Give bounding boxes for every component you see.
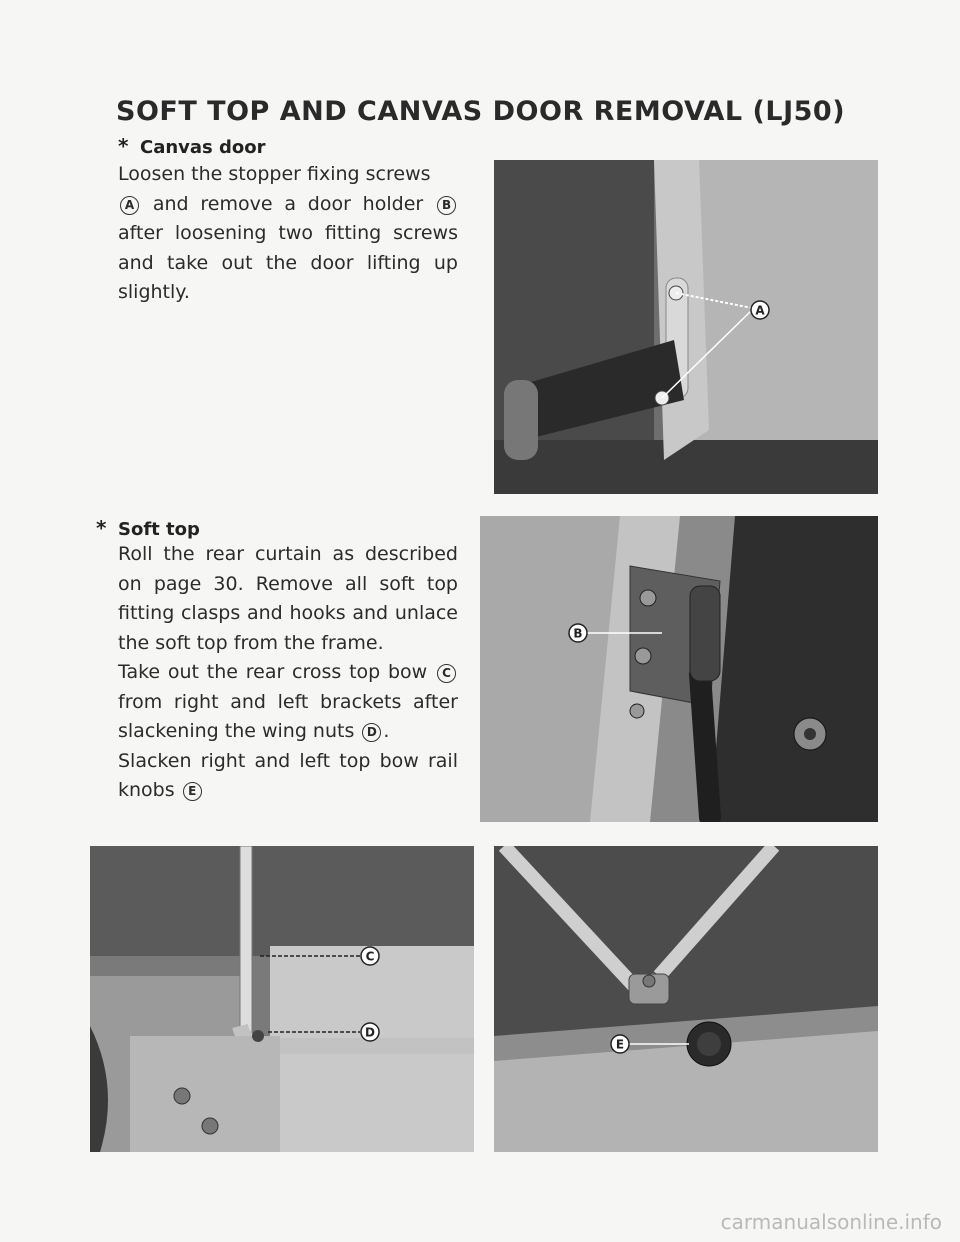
- canvas-door-heading-text: Canvas door: [140, 137, 266, 158]
- soft-top-text-2b: from right and left brackets after slackening the wing nuts: [118, 690, 458, 742]
- photo-door-holder-drawing: [480, 516, 878, 822]
- callout-d: D: [365, 1025, 375, 1040]
- canvas-door-text-3: after loosening two fitting screws and take out the door lifting up slightly.: [118, 222, 458, 303]
- soft-top-paragraph: [118, 540, 458, 806]
- label-e: E: [183, 782, 202, 801]
- soft-top-text-1: Roll the rear curtain as described on page 30. Remove all soft top fitting clasps and hooks and unlace the soft top from the frame.: [118, 543, 458, 654]
- canvas-door-text-2: and remove a door holder: [152, 192, 424, 215]
- photo-door-stopper-drawing: [494, 160, 878, 494]
- canvas-door-paragraph: [118, 160, 458, 308]
- bullet-star: *: [118, 134, 129, 158]
- photo-rear-cross-bow-drawing: [90, 846, 474, 1152]
- callout-e: E: [615, 1037, 625, 1052]
- photo-door-stopper: [494, 160, 878, 494]
- photo-rear-cross-bow: [90, 846, 474, 1152]
- watermark: carmanualsonline.info: [720, 1210, 942, 1234]
- soft-top-text-3: Slacken right and left top bow rail knobs: [118, 749, 458, 801]
- label-d: D: [362, 723, 381, 742]
- soft-top-text-2c: .: [383, 720, 390, 742]
- label-a: A: [120, 196, 139, 215]
- page-title: SOFT TOP AND CANVAS DOOR REMOVAL (LJ50): [116, 96, 846, 127]
- soft-top-heading-text: Soft top: [118, 519, 200, 540]
- soft-top-text-2a: Take out the rear cross top bow: [118, 661, 428, 683]
- photo-rail-knob: [494, 846, 878, 1152]
- photo-rail-knob-drawing: [494, 846, 878, 1152]
- photo-door-holder: [480, 516, 878, 822]
- soft-top-heading: [96, 516, 200, 540]
- callout-c: C: [365, 949, 375, 964]
- bullet-star: *: [96, 516, 107, 540]
- label-b: B: [437, 196, 456, 215]
- label-c: C: [437, 664, 456, 683]
- canvas-door-heading: [118, 134, 266, 158]
- callout-b: B: [573, 626, 583, 641]
- canvas-door-text-1: Loosen the stopper fixing screws: [118, 163, 431, 185]
- callout-a: A: [755, 303, 765, 318]
